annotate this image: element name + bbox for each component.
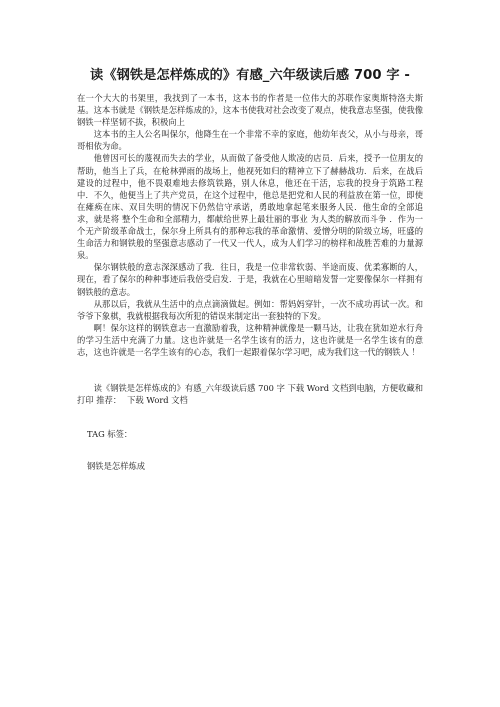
download-footer <box>77 382 423 406</box>
paragraph-1: 在一个大大的书架里，我找到了一本书，这本书的作者是一位伟大的苏联作家奥斯特洛夫斯基。这本书就是《钢铁是怎样炼成的》，这本书使我对社会改变了观点，使我意志坚强，使我像钢铁一样坚韧不拔，积极向上 <box>77 93 423 128</box>
paragraph-4: 保尔钢铁般的意志深深感动了我．往日，我是一位非常软弱、半途而废、优柔寡断的人，现在，看了保尔的种种事迹后我倍受启发．于是，我就在心里暗暗发誓一定要像保尔一样拥有钢铁般的意志。 <box>77 262 423 297</box>
tag-link[interactable]: 钢铁是怎样炼成 <box>87 461 146 472</box>
paragraph-6: 啊！保尔这样的钢铁意志一直激励着我，这种精神就像是一颗马达，让我在犹如逆水行舟的学习生活中充满了力量。这也许就是一名学生该有的活力，这也许就是一名学生该有的意志，这也许就是一名学生该有的心态，我们一起跟着保尔学习吧，成为我们这一代的钢铁人 ！ <box>77 322 423 357</box>
download-footer-line: 读《钢铁是怎样炼成的》有感_六年级读后感 700 字 下载 Word 文档到电脑，方便收藏和打印 推荐： <box>77 383 423 406</box>
download-word-link[interactable]: 下载 Word 文档 <box>127 395 188 406</box>
paragraph-3: 他曾因可长的蔑视而失去的学业，从而做了备受他人欺凌的店员．后来，授予一位朋友的帮助，他当上了兵，在枪林弹雨的战场上，他视死如归的精神立下了赫赫战功．后来，在战后建设的过程中，他不畏艰难地去修筑铁路，别人休息，他还在干活，忘我的投身于筑路工程中．不久，他便当上了共产党员，在这个过程中，他总是把党和人民的利益放在第一位，即使在瘫痪在床、双目失明的情况下仍然信守承诺，勇敢地拿起笔来服务人民．他生命的全部追求，就是将 整个生命和全部精力，都献给世界上最壮丽的事业 为人类的解放而斗争 ．作为一个无产阶级革命战士，保尔身上所具有的那种忘我的革命激情、爱憎分明的阶级立场，旺盛的生命活力和钢铁般的坚强意志感动了一代又一代人，成为人们学习的榜样和战胜苦难的力量源泉。 <box>77 153 423 261</box>
document-body <box>77 92 423 358</box>
download-footer-text <box>77 382 423 406</box>
tag-label: TAG 标签： <box>87 429 133 440</box>
paragraph-5: 从那以后，我就从生活中的点点滴滴做起。例如：帮妈妈穿针，一次不成功再试一次。和爷爷下象棋，我就根据我每次所犯的错误来制定出一套独特的下发。 <box>77 298 423 321</box>
document-title: 读《钢铁是怎样炼成的》有感_六年级读后感 700 字 - <box>90 68 410 83</box>
paragraph-2: 这本书的主人公名叫保尔，他降生在一个非常不幸的家庭，他幼年丧父，从小与母亲，哥哥相依为命。 <box>77 129 423 152</box>
